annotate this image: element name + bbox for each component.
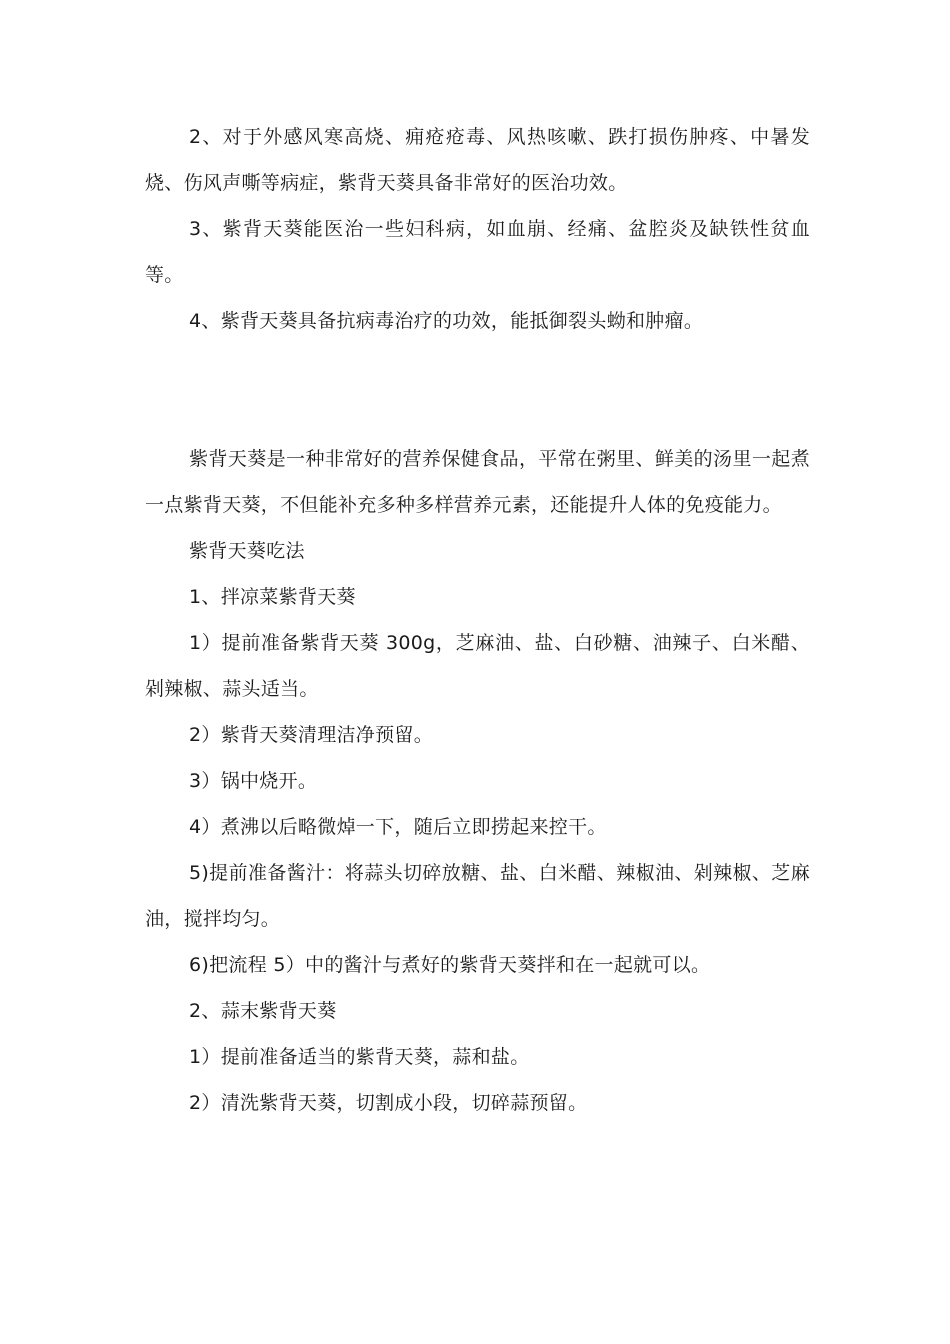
recipe-2-step-1: 1）提前准备适当的紫背天葵，蒜和盐。	[189, 1046, 530, 1068]
recipe-1-step-6: 6)把流程 5）中的酱汁与煮好的紫背天葵拌和在一起就可以。	[189, 954, 711, 976]
paragraph-effect-2: 2、对于外感风寒高烧、痈疮疮毒、风热咳嗽、跌打损伤肿疼、中暑发烧、伤风声嘶等病症，紫背天葵具备非常好的医治功效。	[145, 126, 810, 194]
recipe-1-step-2: 2）紫背天葵清理洁净预留。	[189, 724, 433, 746]
document-body	[145, 114, 810, 1126]
recipe-1-step-5: 5)提前准备酱汁：将蒜头切碎放糖、盐、白米醋、辣椒油、剁辣椒、芝麻油，搅拌均匀。	[145, 862, 810, 930]
paragraph-intro: 紫背天葵是一种非常好的营养保健食品，平常在粥里、鲜美的汤里一起煮一点紫背天葵，不但能补充多种多样营养元素，还能提升人体的免疫能力。	[145, 448, 810, 516]
paragraph-effect-4: 4、紫背天葵具备抗病毒治疗的功效，能抵御裂头蚴和肿瘤。	[189, 310, 704, 332]
recipe-1-title: 1、拌凉菜紫背天葵	[189, 586, 356, 608]
recipe-1-step-1: 1）提前准备紫背天葵 300g，芝麻油、盐、白砂糖、油辣子、白米醋、剁辣椒、蒜头适当。	[145, 632, 810, 700]
heading-eating-methods: 紫背天葵吃法	[189, 540, 305, 562]
paragraph-effect-3: 3、紫背天葵能医治一些妇科病，如血崩、经痛、盆腔炎及缺铁性贫血等。	[145, 218, 810, 286]
recipe-1-step-3: 3）锅中烧开。	[189, 770, 318, 792]
section-spacer	[145, 344, 810, 436]
recipe-2-step-2: 2）清洗紫背天葵，切割成小段，切碎蒜预留。	[189, 1092, 588, 1114]
recipe-2-title: 2、蒜末紫背天葵	[189, 1000, 337, 1022]
recipe-1-step-4: 4）煮沸以后略微焯一下，随后立即捞起来控干。	[189, 816, 607, 838]
